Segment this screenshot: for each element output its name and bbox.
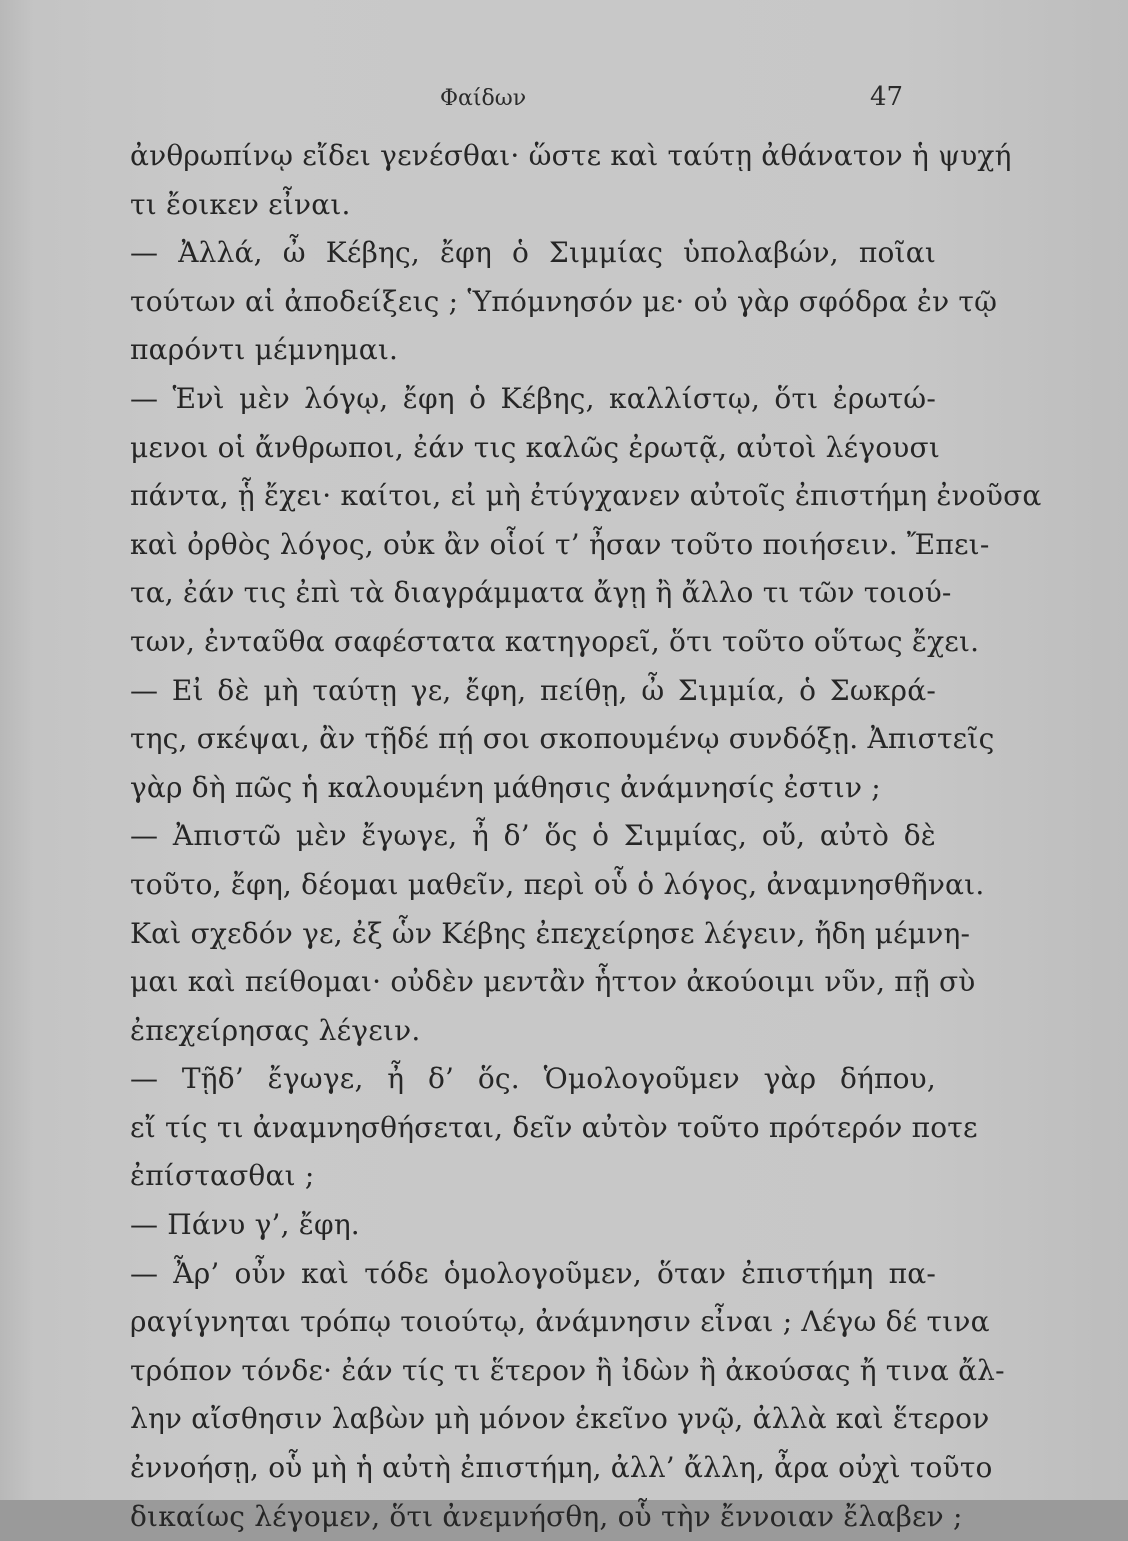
text-line: της, σκέψαι, ἂν τῇδέ πῄ σοι σκοπουμένῳ συνδόξῃ. Ἀπιστεῖς [130,722,995,756]
text-line: μενοι οἱ ἄνθρωποι, ἐάν τις καλῶς ἐρωτᾷ, αὐτοὶ λέγουσι [130,430,941,464]
text-line: ραγίγνηται τρόπῳ τοιούτῳ, ἀνάμνησιν εἶναι ; Λέγω δέ τινα [130,1305,990,1339]
page-number: 47 [870,82,904,112]
text-line: γὰρ δὴ πῶς ἡ καλουμένη μάθησις ἀνάμνησίς ἐστιν ; [130,770,881,804]
text-line: — Ἑνὶ μὲν λόγῳ, ἔφη ὁ Κέβης, καλλίστῳ, ὅτι ἐρωτώ- [130,381,936,415]
text-line: ἐννοήσῃ, οὗ μὴ ἡ αὐτὴ ἐπιστήμη, ἀλλ’ ἄλλη, ἆρα οὐχὶ τοῦτο [130,1451,993,1485]
text-line: δικαίως λέγομεν, ὅτι ἀνεμνήσθη, οὗ τὴν ἔννοιαν ἔλαβεν ; [130,1499,963,1533]
running-title: Φαίδων [440,86,527,111]
text-line: πάντα, ᾗ ἔχει· καίτοι, εἰ μὴ ἐτύγχανεν αὐτοῖς ἐπιστήμη ἐνοῦσα [130,479,1042,513]
text-line: Καὶ σχεδόν γε, ἐξ ὧν Κέβης ἐπεχείρησε λέγειν, ἤδη μέμνη- [130,916,971,950]
text-line: τούτων αἱ ἀποδείξεις ; Ὑπόμνησόν με· οὐ γὰρ σφόδρα ἐν τῷ [130,284,998,318]
text-line: τι ἔοικεν εἶναι. [130,187,351,221]
text-line: τρόπον τόνδε· ἐάν τίς τι ἕτερον ἢ ἰδὼν ἢ ἀκούσας ἤ τινα ἄλ- [130,1353,1005,1387]
page-header [0,80,1128,120]
text-line: λην αἴσθησιν λαβὼν μὴ μόνον ἐκεῖνο γνῷ, ἀλλὰ καὶ ἕτερον [130,1402,990,1436]
body-text [130,132,1042,1541]
text-line: — Ἀπιστῶ μὲν ἔγωγε, ἦ δ’ ὅς ὁ Σιμμίας, οὔ, αὐτὸ δὲ [130,819,936,853]
text-line: παρόντι μέμνημαι. [130,333,399,367]
text-line: — Εἰ δὲ μὴ ταύτῃ γε, ἔφη, πείθῃ, ὦ Σιμμία, ὁ Σωκρά- [130,673,936,707]
text-line: ἐπίστασθαι ; [130,1159,315,1193]
text-line: — Ἀλλά, ὦ Κέβης, ἔφη ὁ Σιμμίας ὑπολαβών, ποῖαι [130,236,936,270]
text-line: τα, ἐάν τις ἐπὶ τὰ διαγράμματα ἄγῃ ἢ ἄλλο τι τῶν τοιού- [130,576,952,610]
text-line: — Πάνυ γ’, ἔφη. [130,1208,360,1242]
text-line: — Ἆρ’ οὖν καὶ τόδε ὁμολογοῦμεν, ὅταν ἐπιστήμη πα- [130,1256,936,1290]
text-line: εἴ τίς τι ἀναμνησθήσεται, δεῖν αὐτὸν τοῦτο πρότερόν ποτε [130,1110,978,1144]
text-line: ἀνθρωπίνῳ εἴδει γενέσθαι· ὥστε καὶ ταύτῃ ἀθάνατον ἡ ψυχή [130,139,1012,172]
text-line: ἐπεχείρησας λέγειν. [130,1013,421,1047]
text-line: — Τῇδ’ ἔγωγε, ἦ δ’ ὅς. Ὁμολογοῦμεν γὰρ δήπου, [130,1062,936,1096]
text-line: μαι καὶ πείθομαι· οὐδὲν μεντἂν ἧττον ἀκούοιμι νῦν, πῇ σὺ [130,965,976,999]
text-line: τοῦτο, ἔφη, δέομαι μαθεῖν, περὶ οὗ ὁ λόγος, ἀναμνησθῆναι. [130,867,985,901]
text-line: καὶ ὀρθὸς λόγος, οὐκ ἂν οἷοί τ’ ἦσαν τοῦτο ποιήσειν. Ἔπει- [130,527,990,561]
text-line: των, ἐνταῦθα σαφέστατα κατηγορεῖ, ὅτι τοῦτο οὕτως ἔχει. [130,624,980,658]
